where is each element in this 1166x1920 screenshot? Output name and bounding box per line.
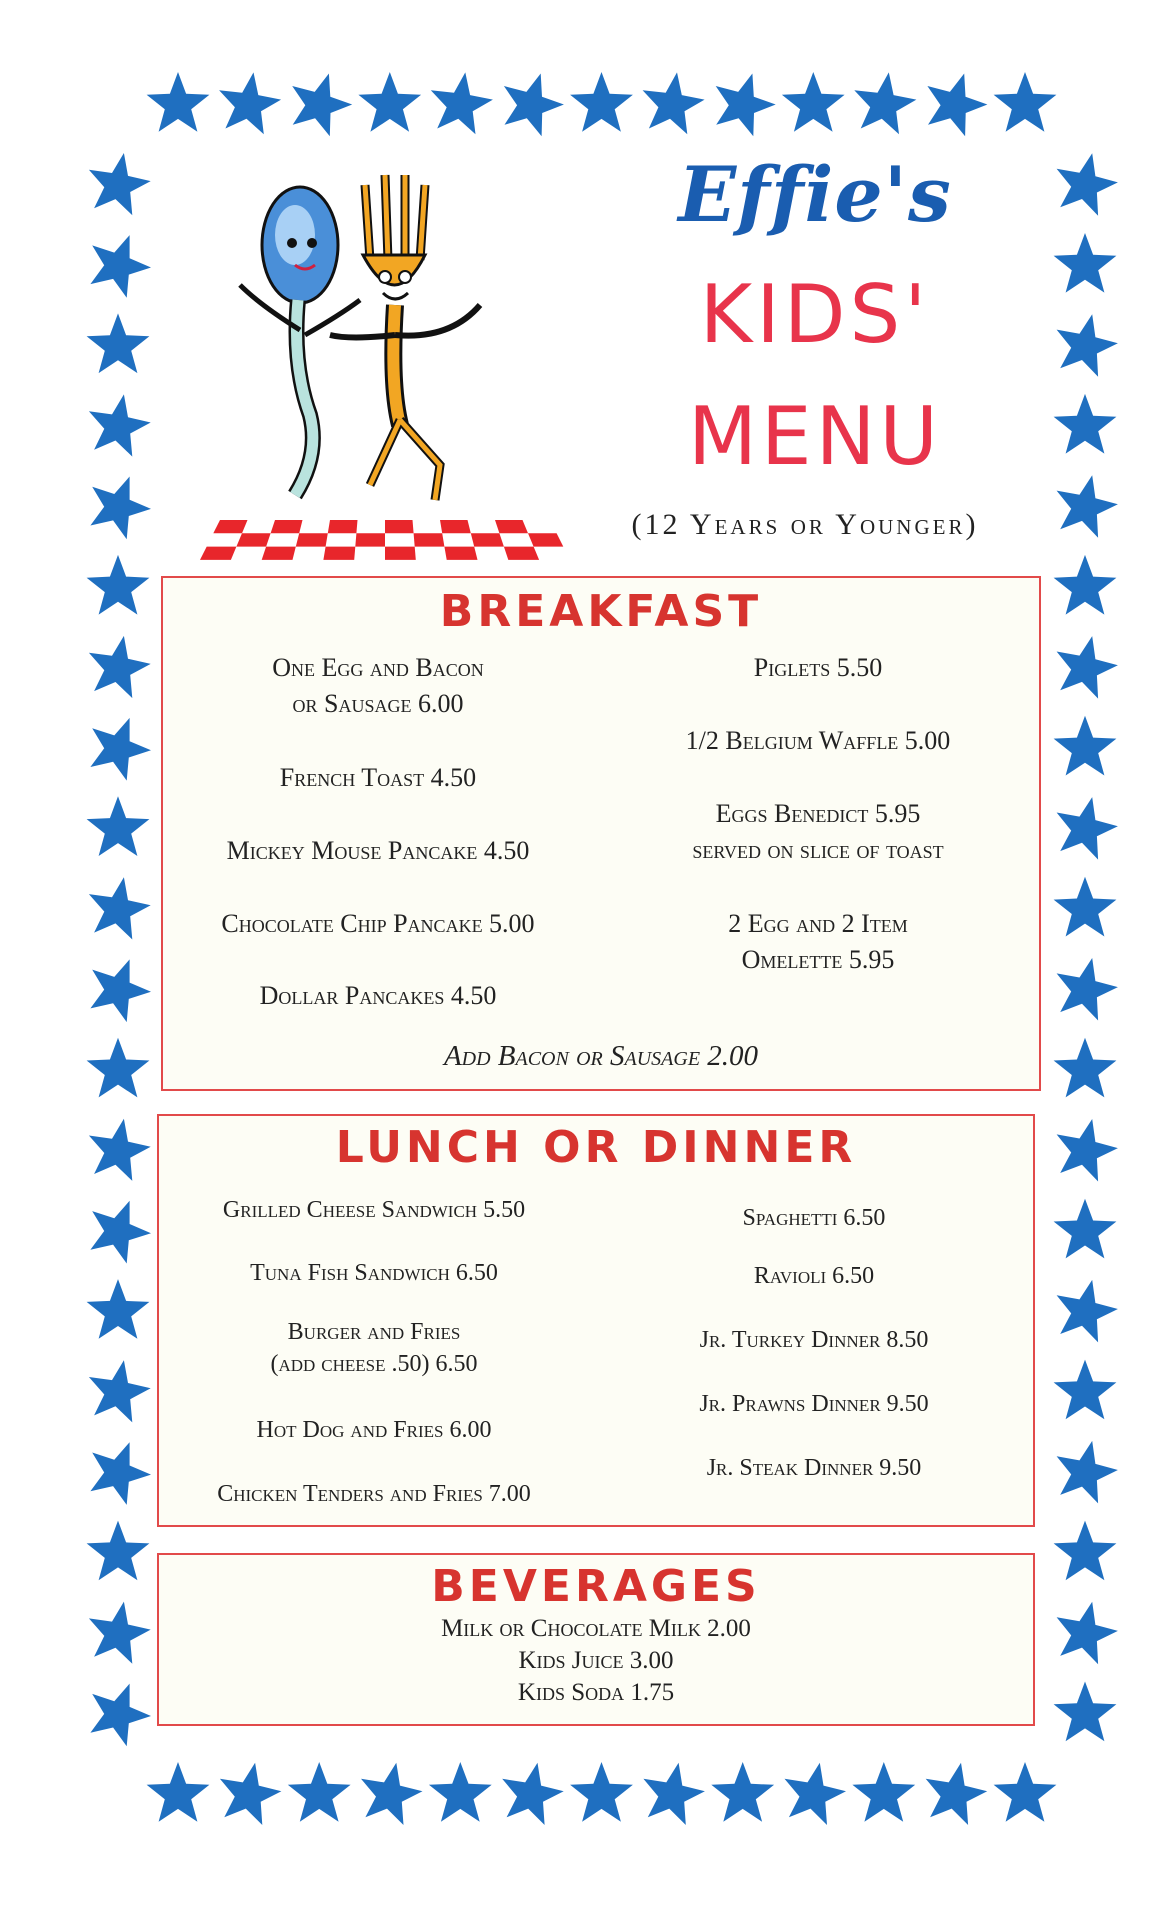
star-icon <box>994 1762 1057 1822</box>
age-restriction-note: (12 Years or Younger) <box>631 508 979 541</box>
list-item: Jr. Steak Dinner 9.50 <box>706 1455 922 1481</box>
list-item: Eggs Benedict 5.95 served on slice of toast <box>692 799 944 864</box>
star-icon <box>1054 555 1117 615</box>
checkered-tablecloth-icon <box>200 520 570 560</box>
star-icon <box>504 74 564 137</box>
star-icon <box>854 72 916 134</box>
list-item: Ravioli 6.50 <box>753 1263 875 1289</box>
star-icon <box>1054 1360 1117 1420</box>
star-icon <box>288 1762 351 1822</box>
star-icon <box>1057 1119 1118 1182</box>
title-kids: KIDS' <box>699 268 931 361</box>
star-icon <box>1057 1441 1118 1504</box>
breakfast-right-column <box>603 578 1033 1078</box>
star-icon <box>1057 958 1118 1021</box>
list-item: 1/2 Belgium Waffle 5.00 <box>685 726 951 755</box>
star-icon <box>643 72 705 134</box>
list-item: Grilled Cheese Sandwich 5.50 <box>222 1197 526 1223</box>
star-icon <box>87 313 150 373</box>
star-icon <box>1057 636 1118 699</box>
lunch-right-column <box>599 1116 1029 1526</box>
list-item: Piglets 5.50 <box>753 653 883 682</box>
star-icon <box>926 1763 988 1825</box>
star-icon <box>89 1602 151 1664</box>
star-icon <box>782 72 845 132</box>
star-icon <box>147 72 210 132</box>
star-icon <box>87 1038 150 1098</box>
star-icon <box>90 1201 151 1264</box>
star-icon <box>1054 1682 1117 1742</box>
section-title-breakfast: BREAKFAST <box>439 586 763 637</box>
star-icon <box>89 153 151 215</box>
list-item: Milk or Chocolate Milk 2.00 <box>441 1615 751 1642</box>
star-icon <box>220 1763 282 1825</box>
spoon-character-icon <box>240 187 360 495</box>
star-icon <box>643 1763 705 1825</box>
section-title-lunch-dinner: LUNCH OR DINNER <box>335 1122 857 1173</box>
star-icon <box>927 74 987 137</box>
star-icon <box>89 636 151 698</box>
star-icon <box>89 1119 151 1181</box>
list-item: Jr. Prawns Dinner 9.50 <box>699 1391 929 1417</box>
star-icon <box>1057 314 1118 377</box>
star-icon <box>1054 877 1117 937</box>
star-icon <box>852 1762 915 1822</box>
list-item: Dollar Pancakes 4.50 <box>259 981 497 1010</box>
list-item: French Toast 4.50 <box>279 763 477 792</box>
star-icon <box>716 74 776 137</box>
star-icon <box>89 877 151 939</box>
star-icon <box>90 477 151 540</box>
star-icon <box>1054 1038 1117 1098</box>
star-icon <box>1054 1199 1117 1259</box>
lunch-left-column <box>159 1116 589 1526</box>
section-title-beverages: BEVERAGES <box>431 1561 761 1612</box>
star-icon <box>90 959 151 1022</box>
star-icon <box>89 1360 151 1422</box>
list-item: Chicken Tenders and Fries 7.00 <box>217 1481 531 1507</box>
star-icon <box>570 1762 633 1822</box>
list-item: Mickey Mouse Pancake 4.50 <box>226 836 530 865</box>
star-icon <box>1057 153 1118 216</box>
star-icon <box>1054 233 1117 293</box>
star-icon <box>219 72 281 134</box>
star-icon <box>1057 475 1118 538</box>
beverages-section <box>157 1553 1035 1726</box>
star-icon <box>90 1684 151 1747</box>
list-item: Chocolate Chip Pancake 5.00 <box>221 909 535 938</box>
star-icon <box>87 1521 150 1581</box>
breakfast-left-column <box>163 578 593 1078</box>
star-icon <box>1057 797 1118 860</box>
breakfast-addon-note: Add Bacon or Sausage 2.00 <box>443 1040 759 1072</box>
star-icon <box>147 1762 210 1822</box>
list-item: One Egg and Bacon or Sausage 6.00 <box>272 653 484 718</box>
star-icon <box>502 1763 564 1825</box>
star-icon <box>1054 1521 1117 1581</box>
lunch-dinner-section <box>157 1114 1035 1527</box>
list-item: Kids Juice 3.00 <box>518 1647 674 1674</box>
star-icon <box>711 1762 774 1822</box>
list-item: Hot Dog and Fries 6.00 <box>256 1417 492 1443</box>
dancing-utensils-illustration <box>200 165 570 560</box>
star-icon <box>90 718 151 781</box>
list-item: Burger and Fries (add cheese .50) 6.50 <box>270 1319 478 1377</box>
star-icon <box>87 796 150 856</box>
star-icon <box>431 72 493 134</box>
star-icon <box>361 1763 423 1825</box>
title-menu: MENU <box>688 390 942 483</box>
star-icon <box>292 74 352 137</box>
star-icon <box>90 235 151 298</box>
list-item: Jr. Turkey Dinner 8.50 <box>699 1327 929 1353</box>
star-icon <box>90 1442 151 1505</box>
star-icon <box>994 72 1057 132</box>
list-item: Tuna Fish Sandwich 6.50 <box>250 1260 498 1286</box>
star-icon <box>429 1762 492 1822</box>
star-icon <box>1057 1280 1118 1343</box>
list-item: Spaghetti 6.50 <box>742 1205 886 1231</box>
star-icon <box>1054 716 1117 776</box>
star-icon <box>89 394 151 456</box>
star-icon <box>87 1279 150 1339</box>
list-item: 2 Egg and 2 Item Omelette 5.95 <box>728 909 908 974</box>
star-icon <box>358 72 421 132</box>
breakfast-section <box>161 576 1041 1091</box>
star-icon <box>1057 1602 1118 1665</box>
star-icon <box>87 555 150 615</box>
list-item: Kids Soda 1.75 <box>517 1679 675 1706</box>
star-icon <box>570 72 633 132</box>
star-icon <box>785 1763 847 1825</box>
star-icon <box>1054 394 1117 454</box>
brand-name: Effie's <box>678 150 952 239</box>
fork-character-icon <box>330 175 480 500</box>
